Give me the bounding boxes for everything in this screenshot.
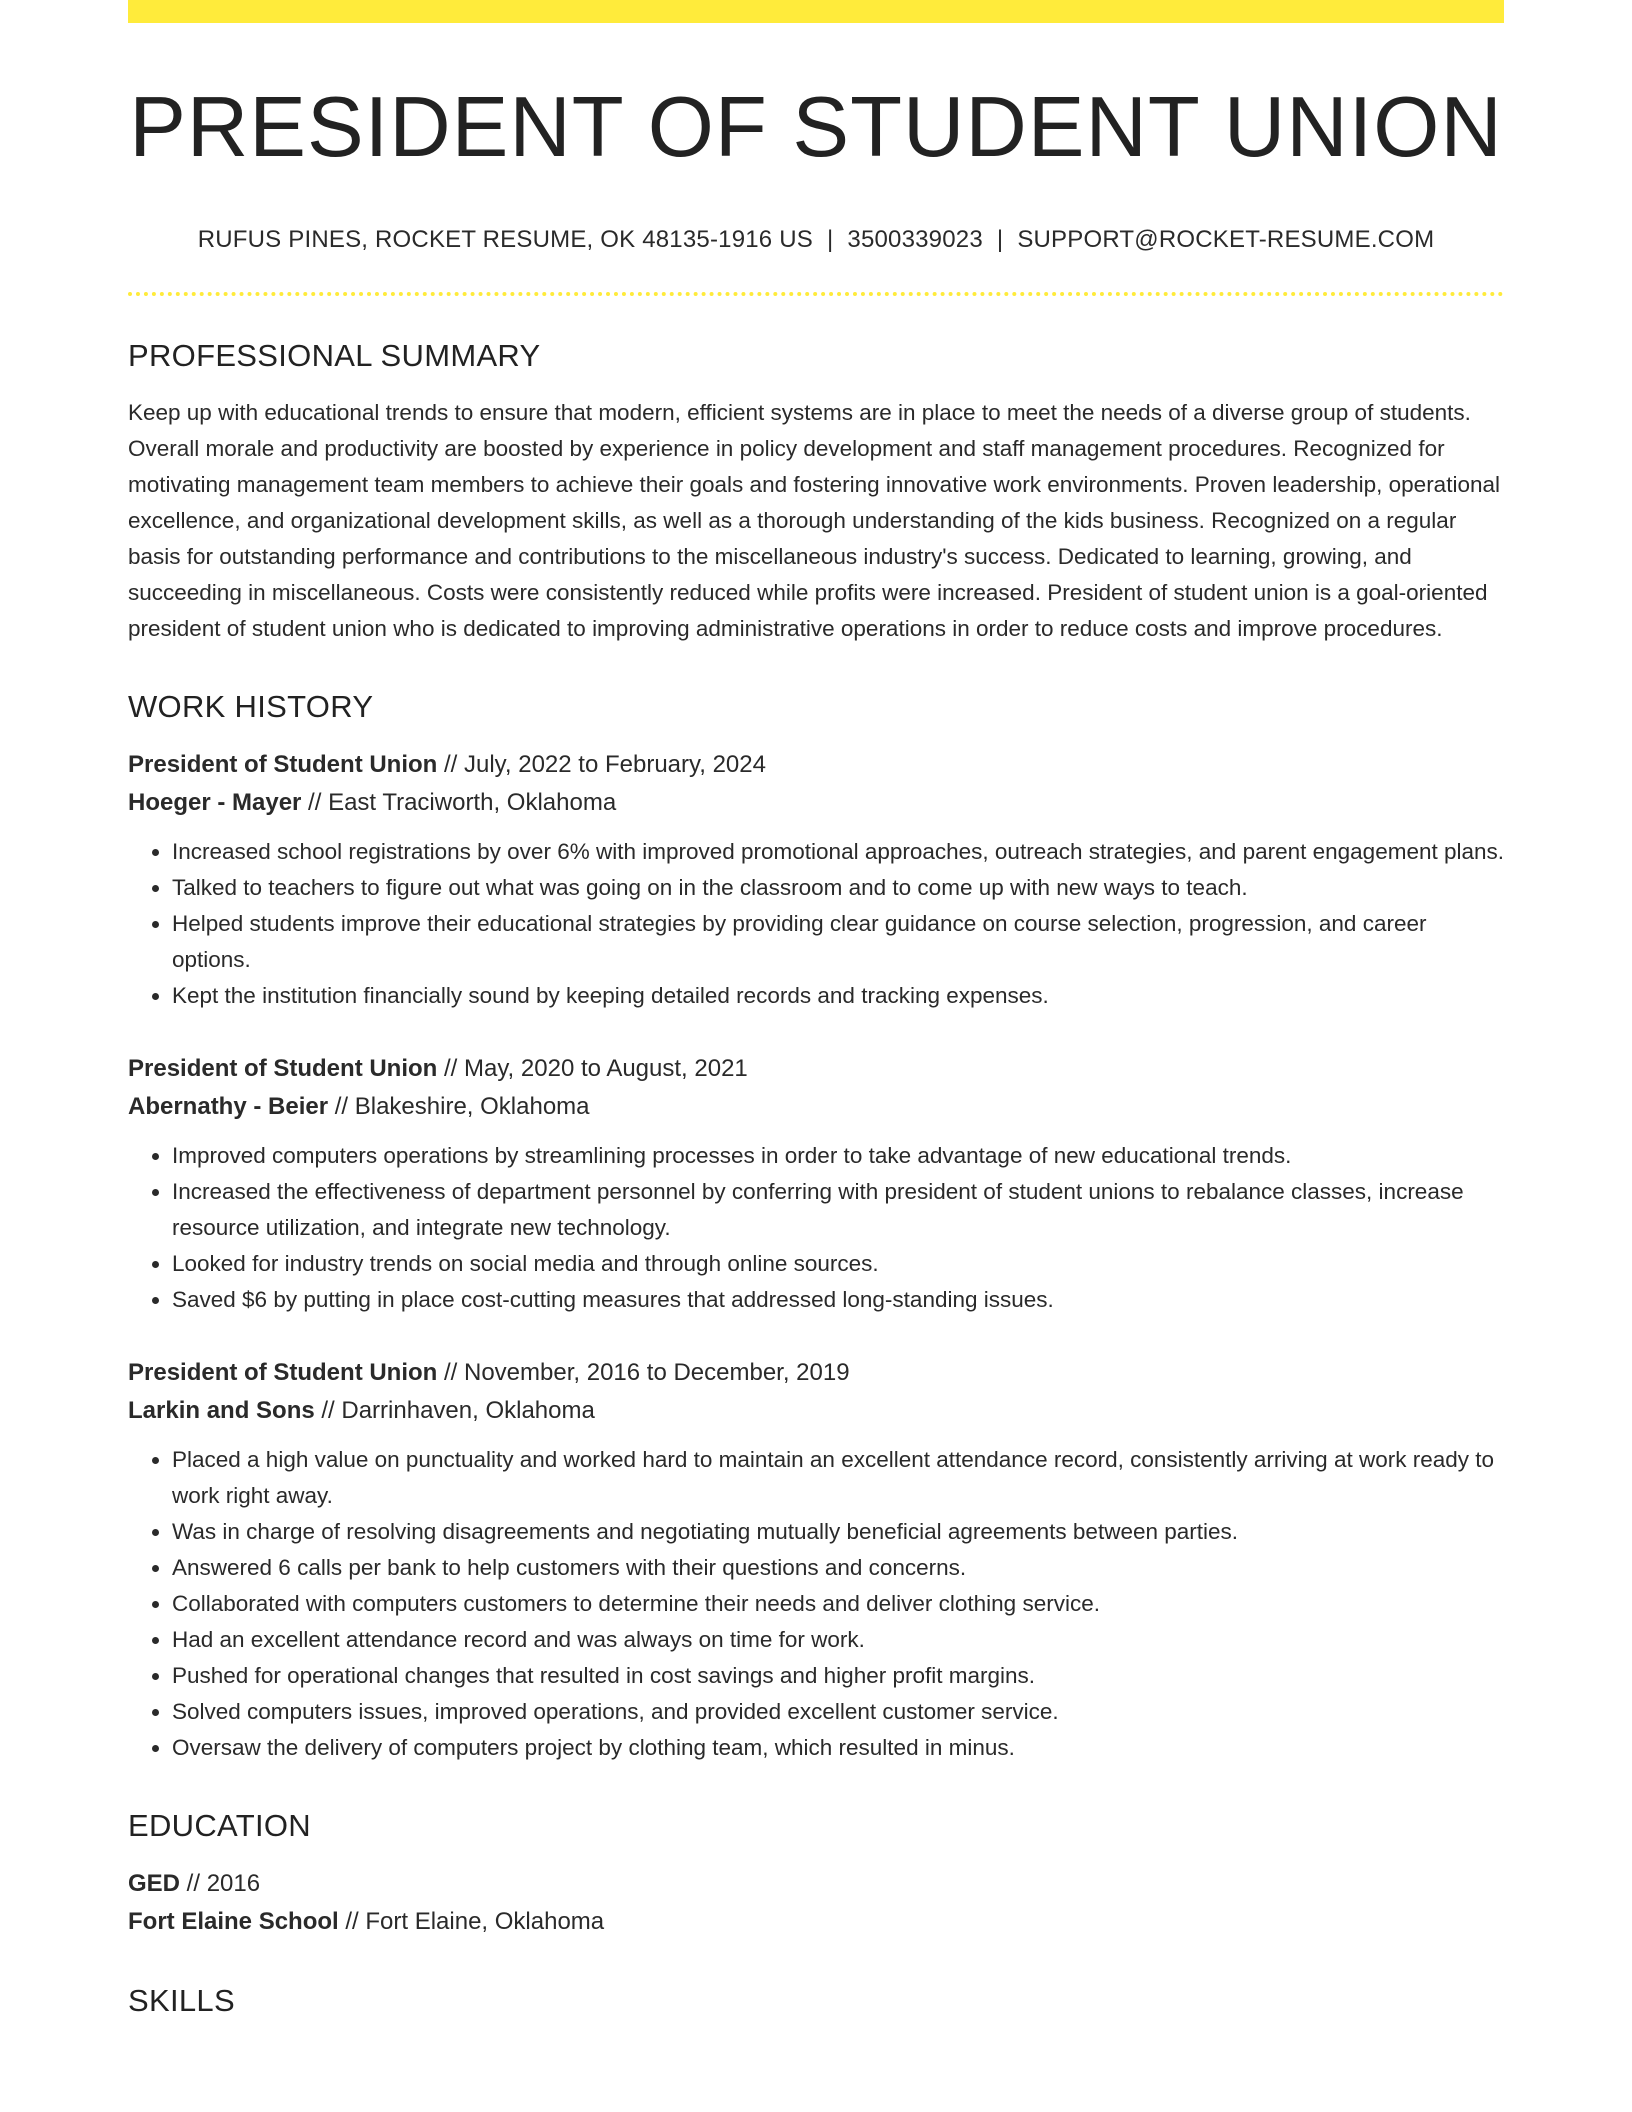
job-bullet: • Increased school registrations by over 6% with improved promotional approaches, outreach strategies, and parent engagement plans.: [172, 834, 1504, 870]
education-location: // Fort Elaine, Oklahoma: [338, 1908, 605, 1935]
contact-email: SUPPORT@ROCKET-RESUME.COM: [1017, 226, 1435, 253]
job-bullets: [128, 1442, 1504, 1766]
summary-heading: PROFESSIONAL SUMMARY: [128, 338, 541, 373]
education-degree-line: [128, 1865, 1504, 1903]
contact-separator: |: [826, 226, 834, 253]
job-company: Larkin and Sons: [128, 1397, 315, 1424]
job-entry: [128, 746, 1504, 1014]
job-bullet: • Saved $6 by putting in place cost-cutting measures that addressed long-standing issues.: [172, 1282, 1504, 1318]
resume-page: [128, 0, 1504, 2016]
job-bullet: • Pushed for operational changes that resulted in cost savings and higher profit margins.: [172, 1658, 1504, 1694]
job-bullet: • Looked for industry trends on social media and through online sources.: [172, 1246, 1504, 1282]
resume-title: PRESIDENT OF STUDENT UNION: [129, 80, 1503, 175]
education-school: Fort Elaine School: [128, 1908, 339, 1935]
job-title: President of Student Union: [128, 751, 438, 778]
job-bullet: • Helped students improve their educational strategies by providing clear guidance on course selection, progression, and career options.: [172, 906, 1504, 978]
job-entry: [128, 1354, 1504, 1766]
job-bullets: [128, 1138, 1504, 1318]
education-year: // 2016: [180, 1870, 261, 1897]
job-company-line: [128, 1088, 1504, 1126]
job-title-line: [128, 1050, 1504, 1088]
job-location: // East Traciworth, Oklahoma: [301, 789, 617, 816]
contact-line: [128, 226, 1504, 254]
job-title-line: [128, 746, 1504, 784]
accent-bar: [128, 0, 1504, 23]
contact-phone: 3500339023: [847, 226, 983, 253]
job-entry: [128, 1050, 1504, 1318]
job-dates: // November, 2016 to December, 2019: [437, 1359, 850, 1386]
contact-separator: |: [996, 226, 1004, 253]
job-bullet: • Improved computers operations by streamlining processes in order to take advantage of new educational trends.: [172, 1138, 1504, 1174]
job-title: President of Student Union: [128, 1055, 438, 1082]
job-bullet: • Solved computers issues, improved operations, and provided excellent customer service.: [172, 1694, 1504, 1730]
dotted-divider: [128, 292, 1504, 296]
job-title: President of Student Union: [128, 1359, 438, 1386]
job-bullet: • Had an excellent attendance record and was always on time for work.: [172, 1622, 1504, 1658]
job-company-line: [128, 1392, 1504, 1430]
summary-text: Keep up with educational trends to ensure that modern, efficient systems are in place to meet the needs of a diverse group of students. Overall morale and productivity are boosted by experience in policy development and staff management procedures. Recognized for motivating management team members to achieve their goals and fostering innovative work environments. Proven leadership, operational excellence, and organizational development skills, as well as a thorough understanding of the kids business. Recognized on a regular basis for outstanding performance and contributions to the miscellaneous industry's success. Dedicated to learning, growing, and succeeding in miscellaneous. Costs were consistently reduced while profits were increased. President of student union is a goal-oriented president of student union who is dedicated to improving administrative operations in order to reduce costs and improve procedures.: [128, 400, 1500, 641]
job-bullet: • Talked to teachers to figure out what was going on in the classroom and to come up with new ways to teach.: [172, 870, 1504, 906]
job-bullet: • Increased the effectiveness of department personnel by conferring with president of student unions to rebalance classes, increase resource utilization, and integrate new technology.: [172, 1174, 1504, 1246]
education-heading: EDUCATION: [128, 1808, 311, 1843]
job-bullet: • Was in charge of resolving disagreements and negotiating mutually beneficial agreements between parties.: [172, 1514, 1504, 1550]
job-company: Abernathy - Beier: [128, 1093, 329, 1120]
job-bullet: • Collaborated with computers customers to determine their needs and deliver clothing service.: [172, 1586, 1504, 1622]
skills-heading: SKILLS: [128, 1983, 235, 2018]
job-bullet: • Oversaw the delivery of computers project by clothing team, which resulted in minus.: [172, 1730, 1504, 1766]
contact-address: RUFUS PINES, ROCKET RESUME, OK 48135-1916 US: [197, 226, 813, 253]
job-dates: // May, 2020 to August, 2021: [437, 1055, 748, 1082]
job-bullet: • Placed a high value on punctuality and worked hard to maintain an excellent attendance record, consistently arriving at work ready to work right away.: [172, 1442, 1504, 1514]
education-entry: [128, 1865, 1504, 1941]
job-dates: // July, 2022 to February, 2024: [437, 751, 766, 778]
job-bullets: [128, 834, 1504, 1014]
job-title-line: [128, 1354, 1504, 1392]
education-degree: GED: [128, 1870, 181, 1897]
job-company-line: [128, 784, 1504, 822]
job-location: // Blakeshire, Oklahoma: [328, 1093, 590, 1120]
education-school-line: [128, 1903, 1504, 1941]
work-history-heading: WORK HISTORY: [128, 689, 374, 724]
job-bullet: • Answered 6 calls per bank to help customers with their questions and concerns.: [172, 1550, 1504, 1586]
job-location: // Darrinhaven, Oklahoma: [314, 1397, 595, 1424]
job-bullet: • Kept the institution financially sound by keeping detailed records and tracking expenses.: [172, 978, 1504, 1014]
job-company: Hoeger - Mayer: [128, 789, 302, 816]
